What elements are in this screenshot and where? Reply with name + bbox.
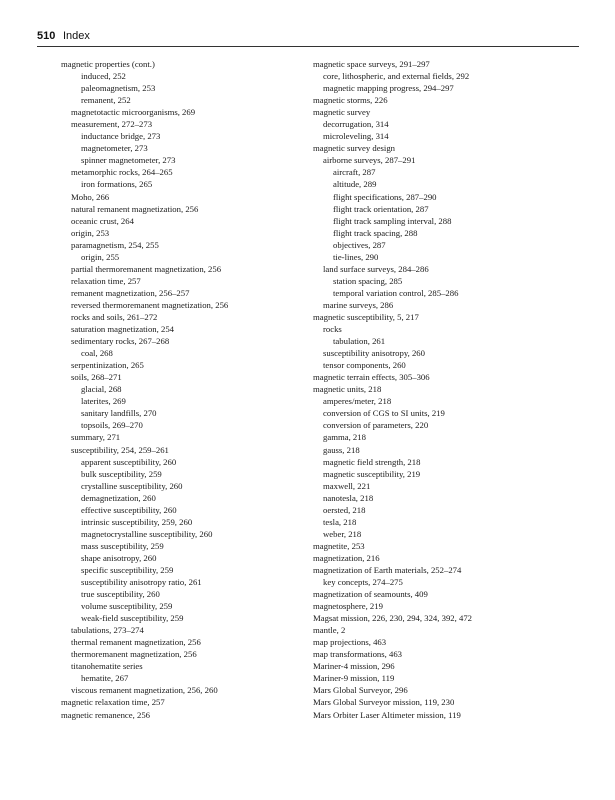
index-entry: maxwell, 221 [323,480,371,491]
index-entry: susceptibility anisotropy ratio, 261 [81,577,202,588]
index-entry: susceptibility anisotropy, 260 [323,348,425,359]
index-entry: rocks and soils, 261–272 [71,311,158,322]
index-entry: map projections, 463 [313,637,387,648]
index-entry: airborne surveys, 287–291 [323,155,416,166]
index-entry: coal, 268 [81,348,113,359]
index-entry: magnetic remanence, 256 [61,709,151,720]
index-entry: origin, 253 [71,227,110,238]
index-entry: gauss, 218 [323,444,360,455]
index-entry: apparent susceptibility, 260 [81,456,177,467]
index-entry: decorrugation, 314 [323,119,389,130]
index-entry: origin, 255 [81,251,120,262]
index-entry: viscous remanent magnetization, 256, 260 [71,685,218,696]
index-entry: true susceptibility, 260 [81,589,160,600]
index-entry: magnetic susceptibility, 219 [323,468,421,479]
index-entry: temporal variation control, 285–286 [333,287,459,298]
index-entry: station spacing, 285 [333,275,403,286]
index-entry: magnetic survey design [313,143,396,154]
index-entry: crystalline susceptibility, 260 [81,480,183,491]
index-entry: glacial, 268 [81,384,122,395]
index-entry: effective susceptibility, 260 [81,504,177,515]
index-entry: bulk susceptibility, 259 [81,468,162,479]
index-entry: induced, 252 [81,71,126,82]
index-entry: Moho, 266 [71,191,110,202]
index-entry: sedimentary rocks, 267–268 [71,336,170,347]
index-entry: Mars Global Surveyor, 296 [313,685,408,696]
index-entry: altitude, 289 [333,179,377,190]
index-entry: saturation magnetization, 254 [71,324,175,335]
index-entry: flight specifications, 287–290 [333,191,437,202]
index-entry: Magsat mission, 226, 230, 294, 324, 392, 472 [313,613,473,624]
index-entry: Mars Orbiter Laser Altimeter mission, 119 [313,709,461,720]
index-entry: key concepts, 274–275 [323,577,403,588]
index-entry: map transformations, 463 [313,649,403,660]
index-entry: intrinsic susceptibility, 259, 260 [81,516,193,527]
header-rule [37,46,579,47]
index-column-left [61,58,301,721]
index-entry: paramagnetism, 254, 255 [71,239,159,250]
index-entry: thermoremanent magnetization, 256 [71,649,197,660]
index-entry: soils, 268–271 [71,372,122,383]
index-entry: paleomagnetism, 253 [81,83,156,94]
index-entry: serpentinization, 265 [71,360,144,371]
index-entry: land surface surveys, 284–286 [323,263,429,274]
index-entry: tie-lines, 290 [333,251,379,262]
index-entry: magnetic mapping progress, 294–297 [323,83,454,94]
index-entry: flight track orientation, 287 [333,203,429,214]
index-entry: remanent magnetization, 256–257 [71,287,190,298]
index-entry: inductance bridge, 273 [81,131,161,142]
index-entry: objectives, 287 [333,239,386,250]
index-entry: tabulation, 261 [333,336,386,347]
index-entry: conversion of parameters, 220 [323,420,429,431]
index-entry: magnetometer, 273 [81,143,148,154]
index-entry: Mars Global Surveyor mission, 119, 230 [313,697,455,708]
index-entry: natural remanent magnetization, 256 [71,203,199,214]
index-entry: tensor components, 260 [323,360,406,371]
index-entry: oersted, 218 [323,504,366,515]
index-entry: aircraft, 287 [333,167,376,178]
index-entry: mantle, 2 [313,625,346,636]
page-header [37,30,579,46]
index-entry: flight track sampling interval, 288 [333,215,452,226]
index-entry: shape anisotropy, 260 [81,552,157,563]
index-entry: magnetotactic microorganisms, 269 [71,107,196,118]
index-entry: spinner magnetometer, 273 [81,155,176,166]
index-entry: magnetization of seamounts, 409 [313,589,428,600]
index-entry: remanent, 252 [81,95,131,106]
index-entry: magnetic space surveys, 291–297 [313,59,430,69]
section-title: Index [63,30,90,42]
index-entry: hematite, 267 [81,673,129,684]
index-entry: magnetization of Earth materials, 252–274 [313,564,462,575]
index-entry: topsoils, 269–270 [81,420,143,431]
index-entry: Mariner-4 mission, 296 [313,661,395,672]
index-entry: microleveling, 314 [323,131,389,142]
index-entry: susceptibility, 254, 259–261 [71,444,169,455]
index-entry: marine surveys, 286 [323,299,394,310]
index-entry: laterites, 269 [81,396,126,407]
index-entry: magnetic susceptibility, 5, 217 [313,311,419,322]
index-entry: magnetocrystalline susceptibility, 260 [81,528,213,539]
index-entry: magnetic units, 218 [313,384,382,395]
index-entry: demagnetization, 260 [81,492,156,503]
index-entry: tesla, 218 [323,516,357,527]
index-entry: sanitary landfills, 270 [81,408,157,419]
index-entry: magnetosphere, 219 [313,601,383,612]
index-entry: conversion of CGS to SI units, 219 [323,408,445,419]
index-entry: summary, 271 [71,432,121,443]
index-entry: magnetic properties (cont.) [61,59,155,69]
index-entry: tabulations, 273–274 [71,625,144,636]
page-number: 510 [37,30,56,42]
index-entry: magnetite, 253 [313,540,365,551]
index-column-right [313,58,553,721]
index-entry: measurement, 272–273 [71,119,153,130]
index-entry: thermal remanent magnetization, 256 [71,637,201,648]
index-entry: partial thermoremanent magnetization, 256 [71,263,222,274]
index-entry: core, lithospheric, and external fields, 292 [323,71,470,82]
index-entry: magnetic storms, 226 [313,95,388,106]
index-entry: magnetic relaxation time, 257 [61,697,165,708]
index-entry: magnetic survey [313,107,371,118]
index-entry: iron formations, 265 [81,179,153,190]
index-entry: weak-field susceptibility, 259 [81,613,184,624]
index-entry: nanotesla, 218 [323,492,374,503]
index-entry: metamorphic rocks, 264–265 [71,167,173,178]
index-entry: magnetic field strength, 218 [323,456,421,467]
index-entry: magnetic terrain effects, 305–306 [313,372,430,383]
index-entry: oceanic crust, 264 [71,215,134,226]
index-entry: specific susceptibility, 259 [81,564,174,575]
index-entry: volume susceptibility, 259 [81,601,173,612]
index-entry: rocks [323,324,342,335]
index-entry: gamma, 218 [323,432,366,443]
index-entry: titanohematite series [71,661,143,672]
index-entry: weber, 218 [323,528,362,539]
index-entry: mass susceptibility, 259 [81,540,164,551]
index-entry: Mariner-9 mission, 119 [313,673,395,684]
index-entry: magnetization, 216 [313,552,380,563]
index-entry: relaxation time, 257 [71,275,141,286]
index-entry: reversed thermoremanent magnetization, 256 [71,299,229,310]
index-entry: flight track spacing, 288 [333,227,418,238]
index-entry: amperes/meter, 218 [323,396,392,407]
